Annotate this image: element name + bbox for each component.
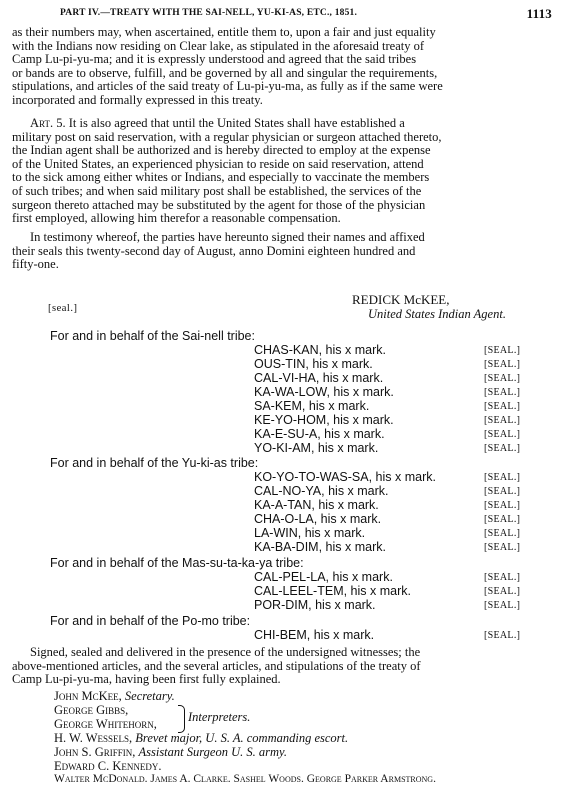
seal-mark: [SEAL.] — [484, 415, 521, 426]
text-line: the Indian agent shall be authorized and is hereby directed to employ at the expense — [12, 144, 431, 158]
tribe-heading: For and in behalf of the Yu-ki-as tribe: — [50, 456, 259, 470]
text-line: of the United States, an experienced physician to reside on said reservation, attend — [12, 157, 424, 171]
text-line: military post on said reservation, with a regular physician or surgeon attached thereto, — [12, 130, 442, 144]
text-line: to the sick among either whites or Indians, and especially to vaccinate the members — [12, 171, 430, 185]
seal-mark: [SEAL.] — [484, 500, 521, 511]
text-line: with the Indians now residing on Clear lake, as stipulated in the aforesaid treaty of — [12, 39, 425, 53]
paragraph-intro — [12, 26, 552, 108]
signer-name: KA-A-TAN, his x mark. — [254, 498, 379, 512]
signer-name: KA-BA-DIM, his x mark. — [254, 540, 386, 554]
seal-mark: [SEAL.] — [484, 429, 521, 440]
seal-mark: [SEAL.] — [484, 359, 521, 370]
signer-name: CAL-VI-HA, his x mark. — [254, 371, 384, 385]
seal-mark: [SEAL.] — [484, 373, 521, 384]
signer-name: KA-WA-LOW, his x mark. — [254, 385, 394, 399]
tribe-heading: For and in behalf of the Sai-nell tribe: — [50, 329, 255, 343]
witness-line — [54, 731, 348, 746]
witness-line — [54, 759, 162, 774]
witness-line — [54, 689, 175, 704]
witness-name: John S. Griffin, — [54, 745, 136, 759]
text-line: as their numbers may, when ascertained, entitle them to, upon a fair and just equality — [12, 26, 436, 39]
paragraph-article-5 — [12, 117, 552, 226]
witness-line — [54, 717, 157, 732]
seal-mark: [SEAL.] — [484, 630, 521, 641]
text-line: Camp Lu-pi-yu-ma, having been first fully explained. — [12, 673, 281, 687]
signer-name: YO-KI-AM, his x mark. — [254, 441, 379, 455]
text-line: In testimony whereof, the parties have hereunto signed their names and affixed — [30, 231, 425, 244]
witness-line-group — [54, 773, 436, 785]
witness-title: Secretary. — [124, 689, 175, 703]
running-header — [60, 6, 552, 22]
seal-mark: [SEAL.] — [484, 542, 521, 553]
seal-mark: [SEAL.] — [484, 528, 521, 539]
text-line: fifty-one. — [12, 258, 59, 272]
tribe-heading: For and in behalf of the Mas-su-ta-ka-ya tribe: — [50, 556, 304, 570]
signer-name: KA-E-SU-A, his x mark. — [254, 427, 385, 441]
witness-line — [54, 745, 287, 760]
text-line: Camp Lu-pi-yu-ma; and it is expressly understood and agreed that the said tribes — [12, 53, 417, 67]
paragraph-closing — [12, 646, 552, 687]
seal-mark: [SEAL.] — [484, 600, 521, 611]
tribe-heading: For and in behalf of the Po-mo tribe: — [50, 614, 251, 628]
witness-line — [54, 703, 128, 718]
seal-mark: [SEAL.] — [484, 486, 521, 497]
seal-mark: [SEAL.] — [484, 345, 521, 356]
text-line: of such tribes; and when said military post shall be established, the services of the — [12, 184, 422, 198]
signer-name: KO-YO-TO-WAS-SA, his x mark. — [254, 470, 436, 484]
interpreters-brace — [178, 705, 185, 733]
signer-name: LA-WIN, his x mark. — [254, 526, 366, 540]
running-title: PART IV.—TREATY WITH THE SAI-NELL, YU-KI-AS, ETC., 1851. — [60, 8, 358, 18]
seal-mark: [SEAL.] — [484, 586, 521, 597]
signer-name: CHA-O-LA, his x mark. — [254, 512, 382, 526]
text-line: surgeon thereto attached may be substituted by the agent for those of the physician — [12, 198, 426, 212]
witness-name: Walter McDonald. — [54, 773, 148, 785]
text-line: Signed, sealed and delivered in the presence of the undersigned witnesses; the — [30, 646, 421, 659]
page-number: 1113 — [526, 6, 552, 21]
seal-mark: [SEAL.] — [484, 472, 521, 483]
article-label: Art. 5. — [30, 117, 66, 130]
text-line: first employed, allowing him therefor a reasonable compensation. — [12, 212, 341, 226]
text-line: stipulations, and articles of the said treaty of Lu-pi-yu-ma, as fully as if the same were — [12, 80, 443, 94]
signer-name: KE-YO-HOM, his x mark. — [254, 413, 394, 427]
paragraph-testimony — [12, 231, 552, 272]
text-line: their seals this twenty-second day of August, anno Domini eighteen hundred and — [12, 244, 416, 258]
witness-name: Edward C. Kennedy. — [54, 759, 162, 773]
seal-mark: [SEAL.] — [484, 572, 521, 583]
text-line — [12, 117, 552, 131]
witness-name: George Gibbs, — [54, 703, 129, 717]
witness-title: Brevet major, U. S. A. commanding escort. — [135, 731, 349, 745]
signer-name: CHAS-KAN, his x mark. — [254, 343, 386, 357]
text-line: or bands are to observe, fulfill, and be governed by all and singular the requirements, — [12, 66, 438, 80]
witness-name: George Whitehorn, — [54, 717, 157, 731]
signer-name: CAL-PEL-LA, his x mark. — [254, 570, 393, 584]
agent-name: REDICK McKEE, — [352, 292, 450, 307]
seal-mark: [SEAL.] — [484, 387, 521, 398]
witness-title: Assistant Surgeon U. S. army. — [138, 745, 287, 759]
signer-name: OUS-TIN, his x mark. — [254, 357, 373, 371]
witness-name: Sashel Woods. — [233, 773, 304, 785]
witness-name: H. W. Wessels, — [54, 731, 133, 745]
article-text: It is also agreed that until the United States shall have established a — [68, 117, 405, 130]
signer-name: CHI-BEM, his x mark. — [254, 628, 375, 642]
signer-name: CAL-NO-YA, his x mark. — [254, 484, 389, 498]
signer-name: POR-DIM, his x mark. — [254, 598, 376, 612]
signer-name: CAL-LEEL-TEM, his x mark. — [254, 584, 411, 598]
interpreters-label: Interpreters. — [188, 710, 251, 724]
seal-mark: [SEAL.] — [484, 401, 521, 412]
text-line: incorporated and formally expressed in this treaty. — [12, 93, 263, 107]
seal-mark: [SEAL.] — [484, 443, 521, 454]
agent-title: United States Indian Agent. — [368, 307, 506, 321]
signer-name: SA-KEM, his x mark. — [254, 399, 370, 413]
witness-name: George Parker Armstrong. — [306, 773, 436, 785]
text-line: above-mentioned articles, and the several articles, and stipulations of the treaty of — [12, 659, 421, 673]
witness-name: James A. Clarke. — [150, 773, 231, 785]
agent-seal: [seal.] — [48, 303, 78, 314]
witness-name: John McKee, — [54, 689, 122, 703]
seal-mark: [SEAL.] — [484, 514, 521, 525]
